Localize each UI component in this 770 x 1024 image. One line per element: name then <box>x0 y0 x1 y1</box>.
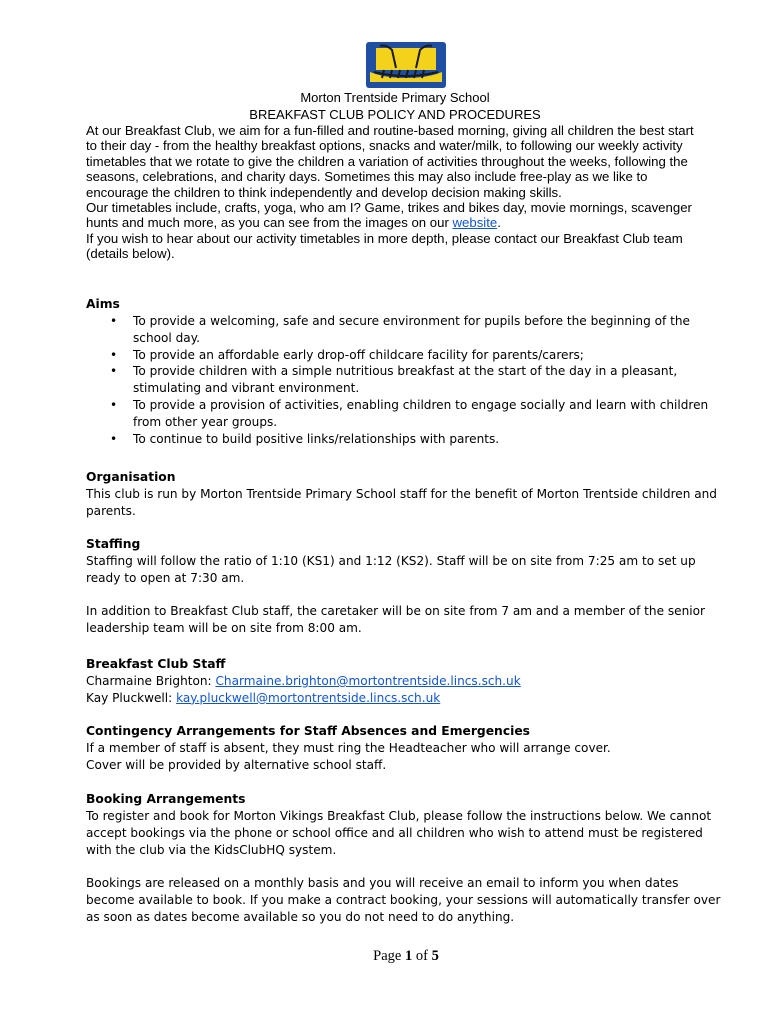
intro-paragraph-contact: If you wish to hear about our activity timetables in more depth, please contact our Breakfast Club team (details below). <box>86 230 683 262</box>
organisation-heading: Organisation <box>86 470 176 484</box>
page-total: 5 <box>431 948 439 964</box>
page-footer <box>0 948 770 965</box>
school-name: Morton Trentside Primary School <box>300 90 490 105</box>
organisation-section <box>86 469 726 520</box>
page-current: 1 <box>404 948 413 964</box>
contingency-line: Cover will be provided by alternative school staff. <box>86 757 387 772</box>
contingency-line: If a member of staff is absent, they must ring the Headteacher who will arrange cover. <box>86 741 611 755</box>
contingency-section <box>86 723 726 774</box>
club-staff-section <box>86 656 726 707</box>
aims-section <box>86 296 726 447</box>
list-item: • To continue to build positive links/relationships with parents. <box>133 431 726 448</box>
booking-release-text: Bookings are released on a monthly basis and you will receive an email to inform you when dates become available to book. If you make a contract booking, your sessions will automatically transfer over as soon as dates become available so you do not need to do anything. <box>86 876 721 924</box>
booking-register-text: To register and book for Morton Vikings Breakfast Club, please follow the instructions below. We cannot accept bookings via the phone or school office and all children who wish to attend must be registered with the club via the KidsClubHQ system. <box>86 809 712 857</box>
intro-section <box>86 123 706 262</box>
page-of-label: of <box>412 948 432 964</box>
intro-paragraph: At our Breakfast Club, we aim for a fun-filled and routine-based morning, giving all children the best start to their day - from the healthy breakfast options, snacks and water/milk, to following our weekly activity timetables that we rotate to give the children a variation of activities throughout the weeks, following the seasons, celebrations, and charity days. Sometimes this may also include free-play as we like to encourage the children to think independently and develop decision making skills. <box>86 123 694 200</box>
staffing-section <box>86 536 726 637</box>
intro-text-end: . <box>497 215 501 231</box>
intro-paragraph-activities <box>86 200 706 231</box>
staff-name: Charmaine Brighton: <box>86 674 216 688</box>
list-item: • To provide a welcoming, safe and secure environment for pupils before the beginning of the school day. <box>133 313 726 347</box>
booking-heading: Booking Arrangements <box>86 792 246 806</box>
staff-contact <box>86 690 726 707</box>
list-item: • To provide an affordable early drop-off childcare facility for parents/carers; <box>133 347 726 364</box>
aims-list <box>86 313 726 447</box>
staff-email-link[interactable]: Charmaine.brighton@mortontrentside.lincs.sch.uk <box>215 674 521 688</box>
staff-email-link[interactable]: kay.pluckwell@mortontrentside.lincs.sch.uk <box>176 690 441 705</box>
staff-contact <box>86 673 726 690</box>
staffing-caretaker-text: In addition to Breakfast Club staff, the caretaker will be on site from 7 am and a member of the senior leadership team will be on site from 8:00 am. <box>86 604 706 636</box>
contingency-heading: Contingency Arrangements for Staff Absences and Emergencies <box>86 724 530 738</box>
intro-text: Our timetables include, crafts, yoga, who am I? Game, trikes and bikes day, movie mornings, scavenger hunts and much more, as you can see from the images on our <box>86 200 692 231</box>
list-item: • To provide a provision of activities, enabling children to engage socially and learn with children from other year groups. <box>133 397 726 431</box>
booking-section <box>86 791 726 926</box>
aims-heading: Aims <box>86 297 120 311</box>
organisation-text: This club is run by Morton Trentside Primary School staff for the benefit of Morton Trentside children and parents. <box>86 487 717 518</box>
document-title: BREAKFAST CLUB POLICY AND PROCEDURES <box>249 107 541 122</box>
staffing-ratio-text: Staffing will follow the ratio of 1:10 (KS1) and 1:12 (KS2). Staff will be on site from 7:25 am to set up ready to open at 7:30 am. <box>86 554 696 585</box>
staffing-heading: Staffing <box>86 537 141 551</box>
staff-name: Kay Pluckwell: <box>86 690 177 705</box>
list-item: • To provide children with a simple nutritious breakfast at the start of the day in a pleasant, stimulating and vibrant environment. <box>133 363 726 397</box>
school-logo-viking-ship <box>366 42 446 88</box>
website-link[interactable]: website <box>452 215 498 231</box>
page-label: Page <box>373 948 405 964</box>
club-staff-heading: Breakfast Club Staff <box>86 657 226 671</box>
